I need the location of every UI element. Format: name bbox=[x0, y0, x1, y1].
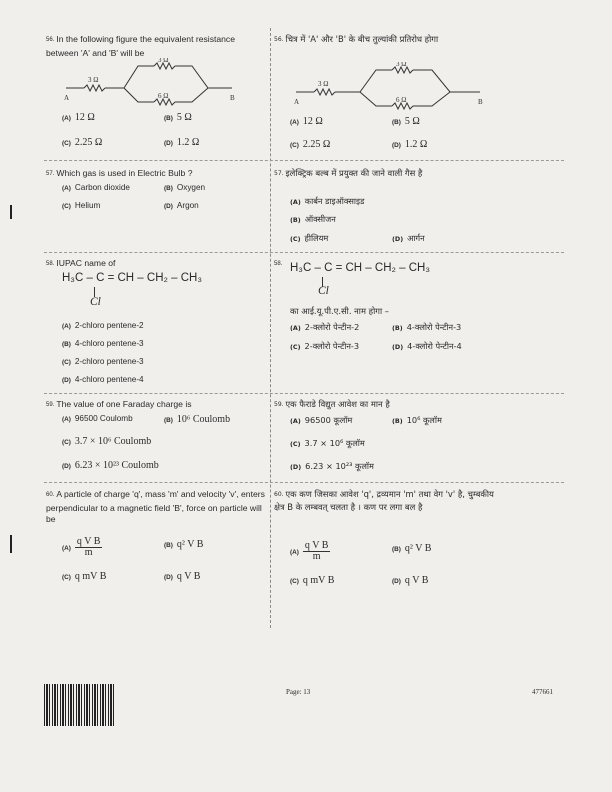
q56-option-a[interactable]: (A) 12 Ω bbox=[62, 112, 95, 123]
q57-option-b[interactable]: (B) Oxygen bbox=[164, 183, 206, 192]
q60-option-d[interactable]: (D) q V B bbox=[164, 571, 201, 582]
q58-option-b[interactable]: (B) 4-chloro pentene-3 bbox=[62, 339, 144, 348]
q56-hi-option-a[interactable]: (A) 12 Ω bbox=[290, 116, 323, 127]
node-b-label: B bbox=[478, 98, 483, 106]
q60-option-b[interactable]: (B) q² V B bbox=[164, 539, 204, 550]
q58-option-d[interactable]: (D) 4-chloro pentene-4 bbox=[62, 375, 144, 384]
page-number: Page: 13 bbox=[286, 688, 311, 696]
resistor-top-label: 3 Ω bbox=[396, 62, 407, 68]
q58-hi-option-a[interactable]: (A) 2-क्लोरो पेन्टीन-2 bbox=[290, 322, 360, 332]
margin-mark bbox=[10, 205, 12, 219]
q57-hindi: 57. इलेक्ट्रिक बल्ब में प्रयुक्त की जाने वाली गैस है bbox=[274, 168, 423, 178]
q57-hi-option-d[interactable]: (D) आर्गन bbox=[392, 233, 425, 243]
q57-option-a[interactable]: (A) Carbon dioxide bbox=[62, 183, 130, 192]
q58-hi-option-c[interactable]: (C) 2-क्लोरो पेन्टीन-3 bbox=[290, 341, 360, 351]
resistor-top-label: 3 Ω bbox=[158, 58, 169, 64]
q59-hi-option-d[interactable]: (D) 6.23 × 10²³ कूलॉम bbox=[290, 461, 374, 471]
q59-hindi: 59. एक फैराडे विद्युत आवेश का मान है bbox=[274, 399, 390, 409]
resistor-bottom-label: 6 Ω bbox=[158, 92, 169, 100]
booklet-code: 477661 bbox=[532, 688, 553, 696]
q57-option-c[interactable]: (C) Helium bbox=[62, 201, 101, 210]
q59-option-a[interactable]: (A) 96500 Coulomb bbox=[62, 414, 133, 423]
q58-english: 58. IUPAC name of bbox=[46, 258, 116, 268]
node-a-label: A bbox=[64, 94, 70, 102]
q58-hindi: का आई.यू.पी.ए.सी. नाम होगा – bbox=[290, 306, 389, 316]
q56-english: 56. In the following figure the equivalent resistance between 'A' and 'B' will be bbox=[46, 34, 236, 58]
q56-circuit-hi bbox=[292, 62, 492, 110]
q58-option-c[interactable]: (C) 2-chloro pentene-3 bbox=[62, 357, 144, 366]
q58-hindi-number: 58. bbox=[274, 261, 283, 267]
question-separator bbox=[44, 482, 564, 483]
q58-formula-en: H₃C – C = CH – CH₂ – CH₃ bbox=[62, 272, 203, 284]
q58-hi-option-b[interactable]: (B) 4-क्लोरो पेन्टीन-3 bbox=[392, 322, 462, 332]
q59-option-b[interactable]: (B) 10⁶ Coulomb bbox=[164, 414, 231, 425]
q59-hi-option-c[interactable]: (C) 3.7 × 10⁶ कूलॉम bbox=[290, 438, 365, 448]
q57-english: 57. Which gas is used in Electric Bulb ? bbox=[46, 168, 193, 178]
q60-hi-option-d[interactable]: (D) q V B bbox=[392, 575, 429, 586]
q59-english: 59. The value of one Faraday charge is bbox=[46, 399, 192, 409]
column-divider bbox=[270, 28, 271, 628]
question-separator bbox=[44, 252, 564, 253]
q56-option-d[interactable]: (D) 1.2 Ω bbox=[164, 137, 200, 148]
q58-formula-hi: H₃C – C = CH – CH₂ – CH₃ bbox=[290, 262, 431, 274]
q57-option-d[interactable]: (D) Argon bbox=[164, 201, 199, 210]
q57-hi-option-b[interactable]: (B) ऑक्सीजन bbox=[290, 214, 336, 224]
resistor-bottom-label: 6 Ω bbox=[396, 96, 407, 104]
node-a-label: A bbox=[294, 98, 300, 106]
q58-hi-option-d[interactable]: (D) 4-क्लोरो पेन्टीन-4 bbox=[392, 341, 462, 351]
q59-option-d[interactable]: (D) 6.23 × 10²³ Coulomb bbox=[62, 460, 159, 471]
q56-circuit-en bbox=[62, 58, 252, 106]
q60-hi-option-c[interactable]: (C) q mV B bbox=[290, 575, 335, 586]
q58-option-a[interactable]: (A) 2-chloro pentene-2 bbox=[62, 321, 144, 330]
question-separator bbox=[44, 160, 564, 161]
q60-option-a[interactable]: (A) $\frac{\text{q V B}}{m}$ bbox=[62, 536, 101, 558]
question-separator bbox=[44, 393, 564, 394]
q56-hi-option-c[interactable]: (C) 2.25 Ω bbox=[290, 139, 331, 150]
q58-chlorine-hi: Cl bbox=[318, 285, 329, 297]
q56-option-b[interactable]: (B) 5 Ω bbox=[164, 112, 192, 123]
q60-hi-option-a[interactable]: (A) $\frac{\text{q V B}}{m}$ bbox=[290, 540, 329, 562]
margin-mark bbox=[10, 535, 12, 553]
q57-hi-option-c[interactable]: (C) हीलियम bbox=[290, 233, 329, 243]
q58-chlorine-en: Cl bbox=[90, 296, 101, 308]
q56-hindi: 56. चित्र में 'A' और 'B' के बीच तुल्यांकी प्रतिरोध होगा bbox=[274, 34, 439, 44]
q56-hi-option-b[interactable]: (B) 5 Ω bbox=[392, 116, 420, 127]
q59-hi-option-a[interactable]: (A) 96500 कूलॉम bbox=[290, 415, 353, 425]
q56-option-c[interactable]: (C) 2.25 Ω bbox=[62, 137, 103, 148]
q59-option-c[interactable]: (C) 3.7 × 10⁶ Coulomb bbox=[62, 436, 152, 447]
q59-hi-option-b[interactable]: (B) 10⁶ कूलॉम bbox=[392, 415, 442, 425]
q60-option-c[interactable]: (C) q mV B bbox=[62, 571, 107, 582]
resistor-left-label: 3 Ω bbox=[318, 80, 329, 88]
node-b-label: B bbox=[230, 94, 235, 102]
q60-english: 60. A particle of charge 'q', mass 'm' and velocity 'v', enters perpendicular to a magnetic field 'B', force on particle will be bbox=[46, 489, 265, 524]
q60-hi-option-b[interactable]: (B) q² V B bbox=[392, 543, 432, 554]
barcode bbox=[44, 684, 116, 726]
q60-hindi: 60. एक कण जिसका आवेश 'q', द्रव्यमान 'm' तथा वेग 'v' है, चुम्बकीय क्षेत्र B के लम्बवत् चलता है । कण पर लगा बल है bbox=[274, 489, 494, 512]
q56-hi-option-d[interactable]: (D) 1.2 Ω bbox=[392, 139, 428, 150]
q57-hi-option-a[interactable]: (A) कार्बन डाइऑक्साइड bbox=[290, 196, 365, 206]
resistor-left-label: 3 Ω bbox=[88, 76, 99, 84]
